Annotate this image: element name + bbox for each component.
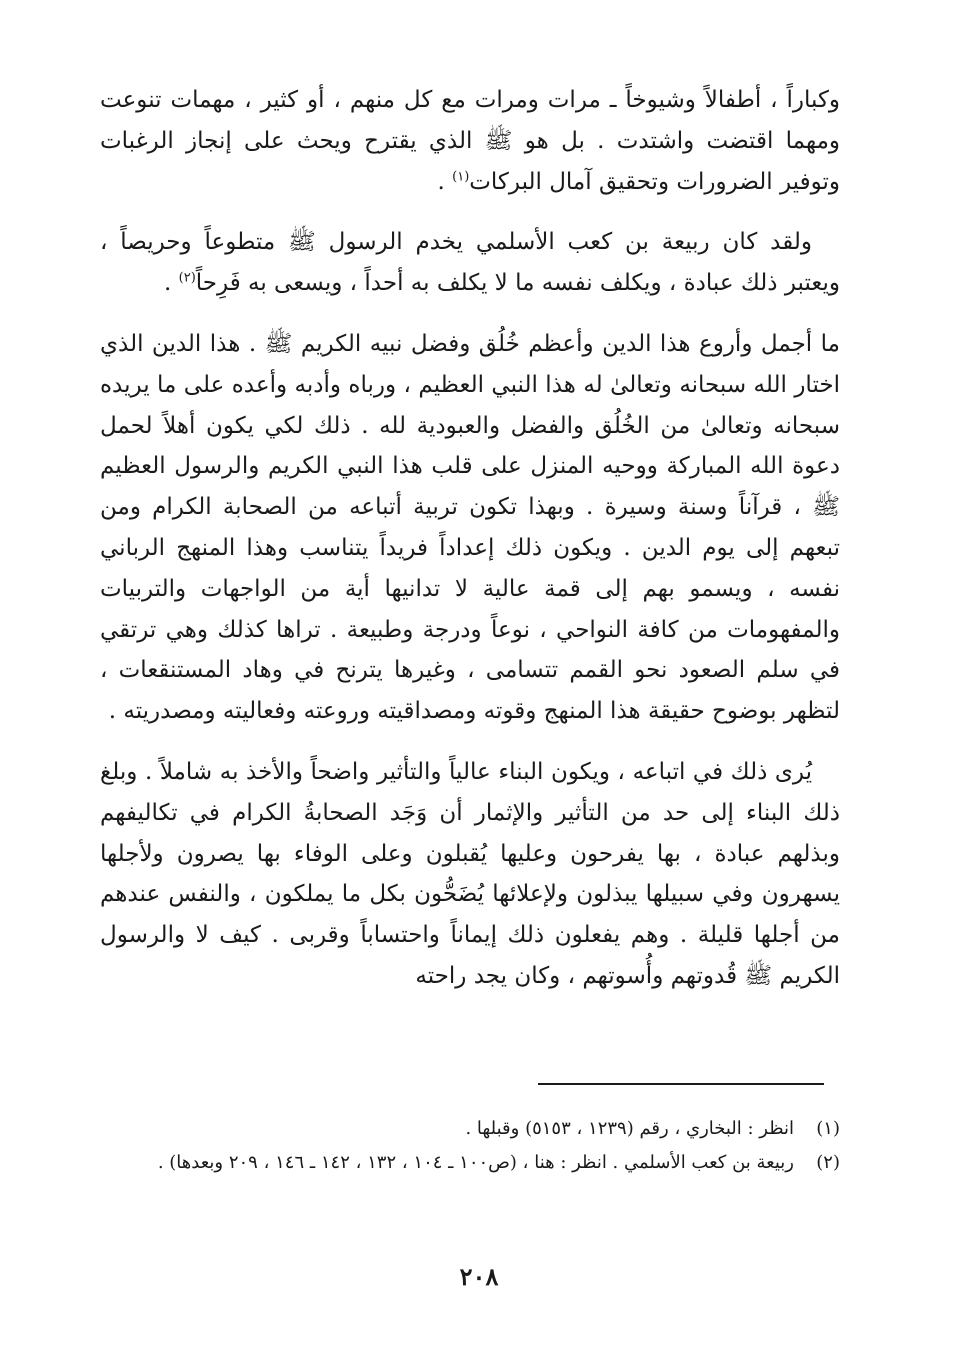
- paragraph-3: [100, 324, 840, 732]
- paragraph-3-text: ما أجمل وأروع هذا الدين وأعظم خُلُق وفضل نبيه الكريم ﷺ . هذا الدين الذي اختار الله سبحانه وتعالىٰ له هذا النبي العظيم ، ورباه وأدبه وأعده على ما يريده سبحانه وتعالىٰ من الخُلُق والفضل والعبودية لله . ذلك لكي يكون أهلاً لحمل دعوة الله المباركة ووحيه المنزل على قلب هذا النبي الكريم والرسول العظيم ﷺ ، قرآناً وسنة وسيرة . وبهذا تكون تربية أتباعه من الصحابة الكرام ومن تبعهم إلى يوم الدين . ويكون ذلك إعداداً فريداً يتناسب وهذا المنهج الرباني نفسه ، ويسمو بهم إلى قمة عالية لا تدانيها أية من الواجهات والتربيات والمفهومات من كافة النواحي ، نوعاً ودرجة وطبيعة . تراها كذلك وهي ترتقي في سلم الصعود نحو القمم تتسامى ، وغيرها يترنح في وهاد المستنقعات ، لتظهر بوضوح حقيقة هذا المنهج وقوته ومصداقيته وروعته وفعاليته ومصدريته .: [100, 330, 840, 725]
- footnote-separator: [538, 1083, 824, 1085]
- footnote-2-text: ربيعة بن كعب الأسلمي . انظر : هنا ، (ص١٠٠ ـ ١٠٤ ، ١٣٢ ، ١٤٢ ـ ١٤٦ ، ٢٠٩ وبعدها) .: [157, 1152, 794, 1173]
- main-text: [100, 80, 840, 1017]
- footnote-ref-2: (٢): [178, 270, 196, 286]
- footnote-ref-1: (١): [452, 168, 470, 184]
- paragraph-2-text: ولقد كان ربيعة بن كعب الأسلمي يخدم الرسول ﷺ متطوعاً وحريصاً ، ويعتبر ذلك عبادة ، ويكلف نفسه ما لا يكلف به أحداً ، ويسعى به فَرِحاً: [100, 229, 840, 297]
- paragraph-4-text: يُرى ذلك في اتباعه ، ويكون البناء عالياً والتأثير واضحاً والأخذ به شاملاً . وبلغ ذلك البناء إلى حد من التأثير والإثمار أن وَجَد الصحابةُ الكرام في تكاليفهم وبذلهم عبادة ، بها يفرحون وعليها يُقبلون وعلى الوفاء بها يصرون ولأجلها يسهرون وفي سبيلها يبذلون ولإعلائها يُضَحُّون بكل ما يملكون ، والنفس عندهم من أجلها قليلة . وهم يفعلون ذلك إيماناً واحتساباً وقربى . كيف لا والرسول الكريم ﷺ قُدوتهم وأُسوتهم ، وكان يجد راحته: [100, 758, 840, 989]
- footnote-1-number: (١): [816, 1118, 840, 1139]
- footnote-1-text: انظر : البخاري ، رقم (١٢٣٩ ، ٥١٥٣) وقبلها .: [465, 1118, 794, 1139]
- paragraph-4: [100, 752, 840, 997]
- footnote-2: [120, 1148, 840, 1178]
- paragraph-1-tail: .: [437, 168, 453, 195]
- paragraph-2-tail: .: [164, 270, 179, 297]
- footnote-1: [120, 1114, 840, 1144]
- paragraph-1: [100, 80, 840, 202]
- page-number: ٢٠٨: [459, 1262, 499, 1291]
- footnotes: [120, 1114, 840, 1182]
- paragraph-2: [100, 222, 840, 304]
- paragraph-1-text: وكباراً ، أطفالاً وشيوخاً ـ مرات ومرات مع كل منهم ، أو كثير ، مهمات تنوعت ومهما اقتضت واشتدت . بل هو ﷺ الذي يقترح ويحث على إنجاز الرغبات وتوفير الضرورات وتحقيق آمال البركات: [100, 87, 840, 195]
- footnote-2-number: (٢): [816, 1152, 840, 1173]
